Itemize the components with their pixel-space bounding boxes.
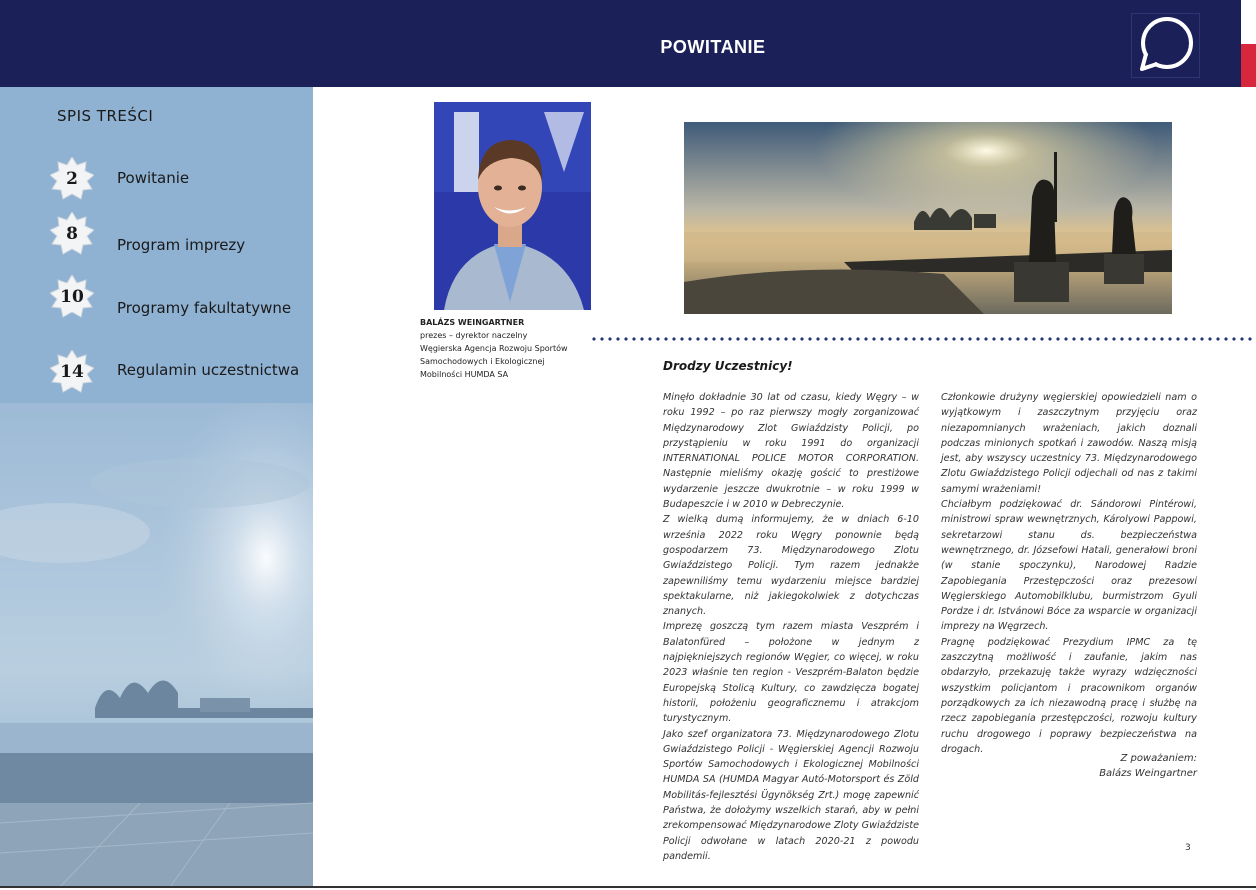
- chat-button[interactable]: [1131, 13, 1200, 78]
- letter-closing: Z poważaniem:: [1120, 753, 1197, 764]
- author-role-line: Mobilności HUMDA SA: [420, 370, 509, 379]
- header-bar: [0, 0, 1241, 87]
- letter-column-2: [941, 390, 1197, 757]
- letter-signature: Balázs Weingartner: [1099, 768, 1197, 779]
- bottom-rule: [0, 886, 1256, 888]
- red-accent-tab: [1241, 44, 1256, 87]
- author-name: BALÁZS WEINGARTNER: [420, 318, 525, 327]
- author-caption: [420, 316, 580, 381]
- sidebar: [0, 87, 313, 887]
- page-number: 3: [1185, 843, 1191, 853]
- speech-bubble-icon: [1132, 14, 1199, 77]
- dotted-divider: [590, 337, 1256, 341]
- toc-label: Regulamin uczestnictwa: [117, 361, 300, 379]
- page-title: POWITANIE: [660, 37, 766, 57]
- letter-paragraph: Z wielką dumą informujemy, że w dniach 6-10 września 2022 roku Węgry ponownie będą gospodarzem 73. Międzynarodowego Zlotu Gwiaździstego Policji. Tym razem jednakże zapewniliśmy temu wydarzeniu miejsce bardziej spektakularne, niż jakiegokolwiek z dotychczas znanych.: [663, 514, 919, 618]
- letter-paragraph: Pragnę podziękować Prezydium IPMC za tę zaszczytną możliwość i zaufanie, jakim nas obdarzyło, przekazuję także wyrazy wdzięczności wszystkim policjantom i pracownikom organów porządkowych za ich niezawodną pracę i służbę na rzecz zapobiegania przestępczości, rozwoju kultury ruchu drogowego i poprawy bezpieczeństwa na drogach.: [941, 636, 1197, 755]
- author-portrait: [434, 102, 591, 310]
- toc-title: SPIS TREŚCI: [57, 107, 154, 125]
- lake-sunset-photo: [0, 403, 313, 887]
- lake-statues-photo: [684, 122, 1172, 314]
- author-role-line: Samochodowych i Ekologicznej: [420, 357, 545, 366]
- toc-page-number: 8: [66, 224, 78, 244]
- toc-page-number: 10: [60, 287, 84, 307]
- letter-column-1: [663, 390, 919, 864]
- letter-paragraph: Minęło dokładnie 30 lat od czasu, kiedy Węgry – w roku 1992 – po raz pierwszy mogły zorganizować Międzynarodowy Zlot Gwiaździsty Policji, po przystąpieniu w roku 1991 do organizacji INTERNATIONAL POLICE MOTOR CORPORATION. Następnie mieliśmy okazję gościć to prestiżowe wydarzenie jeszcze dwukrotnie – w roku 1999 w Budapeszcie i w 2010 w Debreczynie.: [663, 392, 919, 511]
- toc-page-number: 14: [60, 362, 84, 382]
- author-role-line: Węgierska Agencja Rozwoju Sportów: [420, 344, 568, 353]
- letter-paragraph: Imprezę goszczą tym razem miasta Veszprém i Balatonfüred – położone w jednym z najpiękniejszych regionów Węgier, co więcej, w roku 2023 właśnie ten region - Veszprém-Balaton będzie Europejską Stolicą Kultury, co zawdzięcza bogatej historii, położeniu geograficznemu i atrakcjom turystycznym.: [663, 621, 919, 725]
- letter-greeting: Drodzy Uczestnicy!: [663, 359, 793, 373]
- author-role-line: prezes – dyrektor naczelny: [420, 331, 528, 340]
- letter-paragraph: Chciałbym podziękować dr. Sándorowi Pintérowi, ministrowi spraw wewnętrznych, Károlyowi Pappowi, sekretarzowi stanu ds. bezpieczeństwa wewnętrznego, dr. Józsefowi Hatali, generałowi broni (w stanie spoczynku), Narodowej Radzie Zapobiegania Przestępczości oraz prezesowi Węgierskiego Automobilklubu, burmistrzom Gyuli Pordze i dr. Istvánowi Bóce za wsparcie w organizacji imprezy na Węgrzech.: [941, 499, 1197, 633]
- toc-label: Programy fakultatywne: [117, 299, 292, 317]
- letter-paragraph: Członkowie drużyny węgierskiej opowiedzieli nam o wyjątkowym i zaszczytnym przyjęciu oraz niezapomnianych wrażeniach, jakich doznali podczas minionych spotkań i zawodów. Naszą misją jest, aby wszyscy uczestnicy 73. Międzynarodowego Zlotu Gwiaździstego Policji odjechali od nas z takimi samymi wrażeniami!: [941, 392, 1197, 495]
- letter-paragraph: Jako szef organizatora 73. Międzynarodowego Zlotu Gwiaździstego Policji - Węgierskiej Agencji Rozwoju Sportów Samochodowych i Ekologicznej Mobilności HUMDA SA (HUMDA Magyar Autó-Motorsport és Zöld Mobilitás-fejlesztési Ügynökség Zrt.) mogę zapewnić Państwa, że dołożymy wszelkich starań, aby w pełni zrekompensować Międzynarodowe Zloty Gwiaździste Policji odwołane w latach 2020-21 z powodu pandemii.: [663, 728, 919, 862]
- toc-label: Program imprezy: [117, 236, 246, 254]
- toc-page-number: 2: [66, 169, 78, 189]
- toc-label: Powitanie: [117, 169, 190, 187]
